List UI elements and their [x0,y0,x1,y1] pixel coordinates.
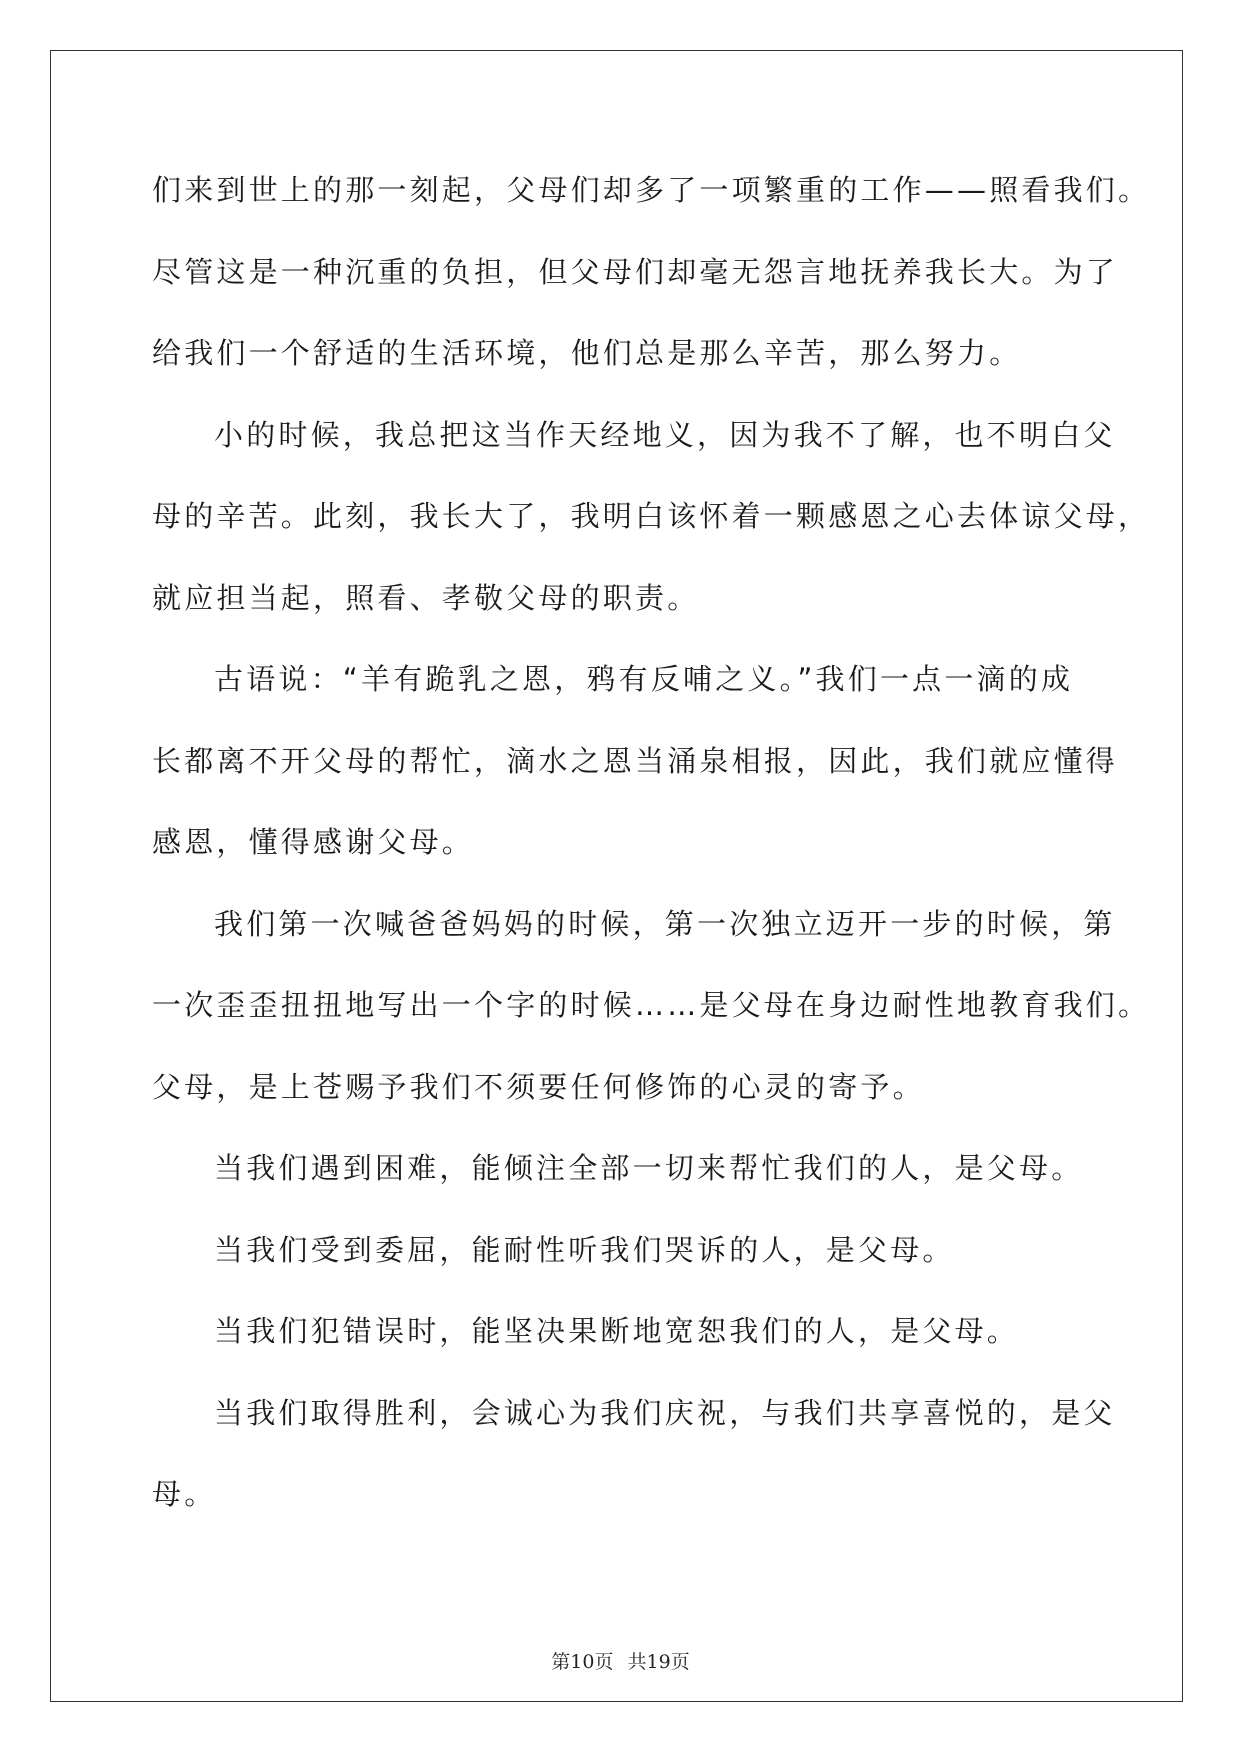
text-line: 母。 [152,1477,217,1511]
paragraph-first-line: 当我们犯错误时，能坚决果断地宽恕我们的人，是父母。 [214,1314,1020,1348]
page-footer [0,1647,1241,1674]
paragraph-first-line: 当我们取得胜利，会诚心为我们庆祝，与我们共享喜悦的，是父 [214,1395,1116,1430]
text-line: 母的辛苦。此刻，我长大了，我明白该怀着一颗感恩之心去体谅父母， [152,499,1151,533]
paragraph-first-line: 我们第一次喊爸爸妈妈的时候，第一次独立迈开一步的时候，第 [214,906,1116,941]
page-number: 第10页 [551,1651,614,1673]
text-line: 尽管这是一种沉重的负担，但父母们却毫无怨言地抚养我长大。为了 [152,254,1119,289]
text-line: 长都离不开父母的帮忙，滴水之恩当涌泉相报，因此，我们就应懂得 [152,743,1119,778]
text-line: 父母，是上苍赐予我们不须要任何修饰的心灵的寄予。 [152,1069,925,1104]
page-total: 共19页 [627,1651,690,1673]
paragraph-first-line: 古语说：“羊有跪乳之恩，鸦有反哺之义。”我们一点一滴的成 [214,662,1074,696]
document-body [152,160,1151,1546]
text-line: 一次歪歪扭扭地写出一个字的时候……是父母在身边耐性地教育我们。 [152,988,1151,1022]
text-line: 给我们一个舒适的生活环境，他们总是那么辛苦，那么努力。 [152,336,1022,370]
text-line: 感恩，懂得感谢父母。 [152,825,475,859]
text-line: 们来到世上的那一刻起，父母们却多了一项繁重的工作——照看我们。 [152,173,1151,207]
text-line: 就应担当起，照看、孝敬父母的职责。 [152,580,700,615]
paragraph-first-line: 小的时候，我总把这当作天经地义，因为我不了解，也不明白父 [214,417,1116,452]
paragraph-first-line: 当我们受到委屈，能耐性听我们哭诉的人，是父母。 [214,1232,955,1267]
paragraph-first-line: 当我们遇到困难，能倾注全部一切来帮忙我们的人，是父母。 [214,1151,1084,1185]
